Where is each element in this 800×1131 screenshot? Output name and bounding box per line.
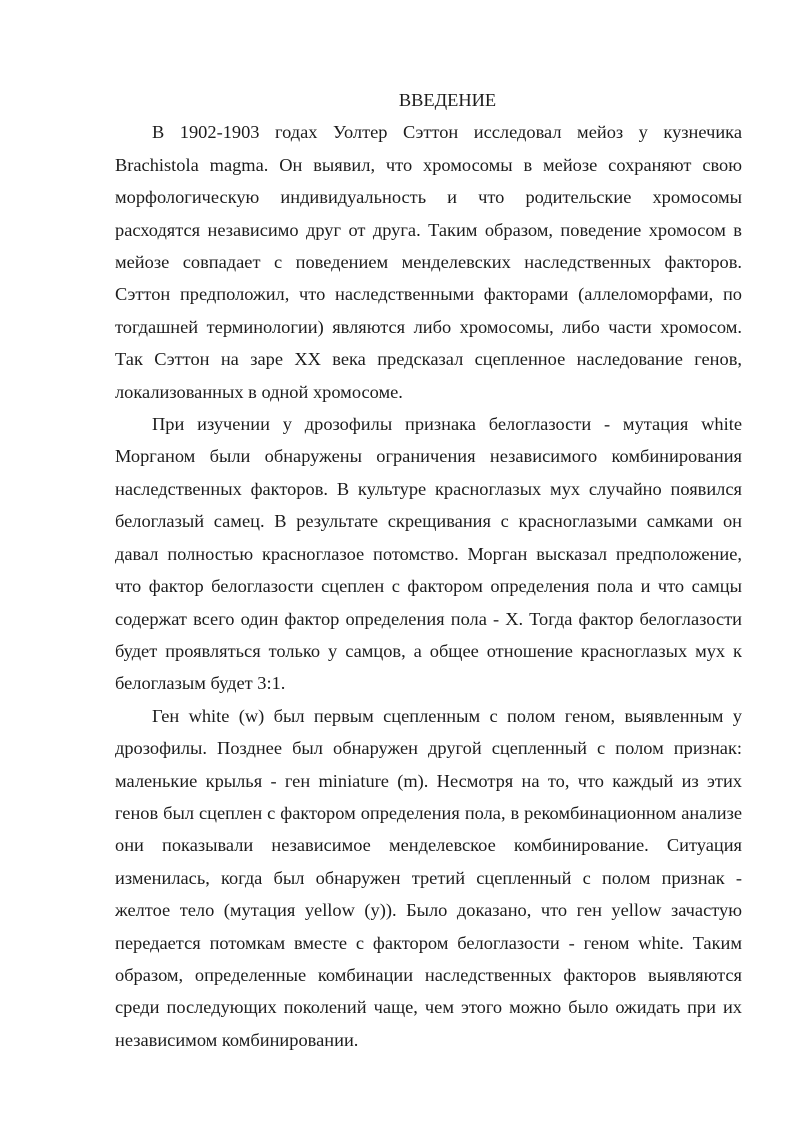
section-heading: ВВЕДЕНИЕ [398,90,497,110]
paragraph-1: В 1902-1903 годах Уолтер Сэттон исследовал мейоз у кузнечика Brachistola magma. Он выявил, что хромосомы в мейозе сохраняют свою морфологическую индивидуальность и что родительские хромосомы расходятся независимо друг от друга. Таким образом, поведение хромосом в мейозе совпадает с поведением менделевских наследственных факторов. Сэттон предположил, что наследственными факторами (аллеломорфами, по тогдашней терминологии) являются либо хромосомы, либо части хромосом. Так Сэттон на заре XX века предсказал сцепленное наследование генов, локализованных в одной хромосоме. [115,122,742,402]
paragraph-2: При изучении у дрозофилы признака белоглазости - мутация white Морганом были обнаружены ограничения независимого комбинирования наследственных факторов. В культуре красноглазых мух случайно появился белоглазый самец. В результате скрещивания с красноглазыми самками он давал полностью красноглазое потомство. Морган высказал предположение, что фактор белоглазости сцеплен с фактором определения пола и что самцы содержат всего один фактор определения пола - X. Тогда фактор белоглазости будет проявляться только у самцов, а общее отношение красноглазых мух к белоглазым будет 3:1. [115,414,742,694]
document-body [115,84,742,1056]
paragraph-3: Ген white (w) был первым сцепленным с полом геном, выявленным у дрозофилы. Позднее был обнаружен другой сцепленный с полом признак: маленькие крылья - ген miniature (m). Несмотря на то, что каждый из этих генов был сцеплен с фактором определения пола, в рекомбинационном анализе они показывали независимое менделевское комбинирование. Ситуация изменилась, когда был обнаружен третий сцепленный с полом признак - желтое тело (мутация yellow (y)). Было доказано, что ген yellow зачастую передается потомкам вместе с фактором белоглазости - геном white. Таким образом, определенные комбинации наследственных факторов выявляются среди последующих поколений чаще, чем этого можно было ожидать при их независимом комбинировании. [115,705,742,1050]
